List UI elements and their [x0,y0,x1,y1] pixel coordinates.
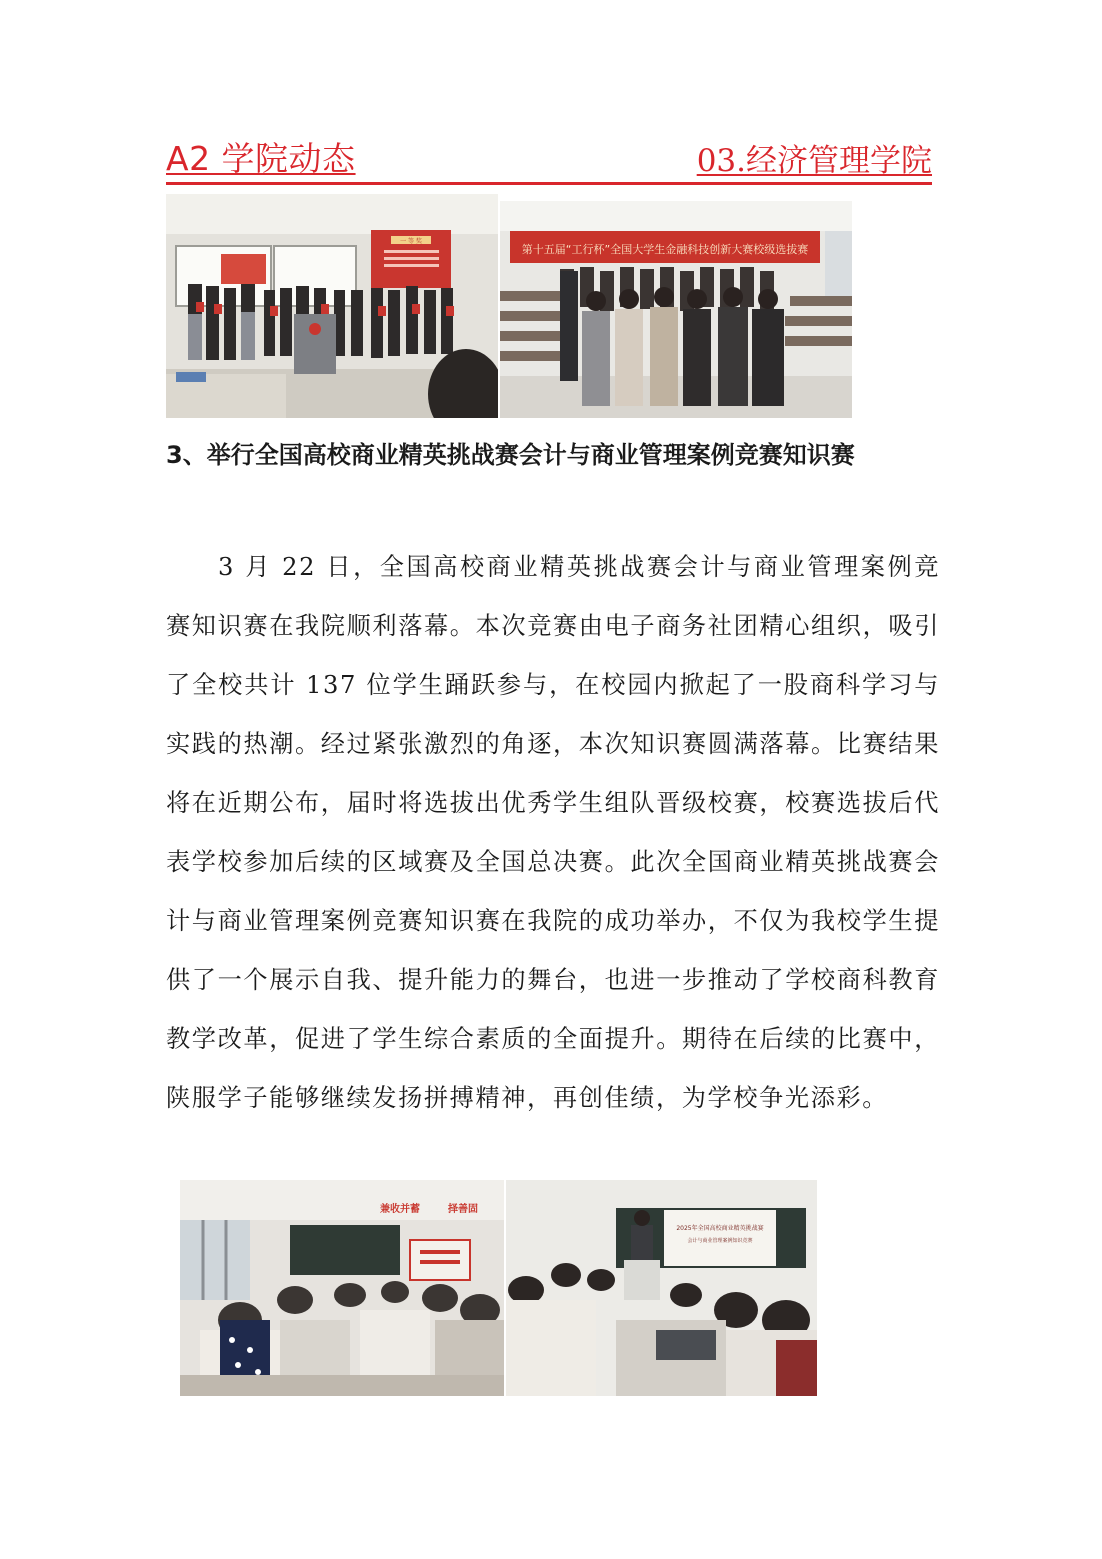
screen-subtitle: 会计与商业管理案例知识竞赛 [687,1238,753,1244]
article-paragraph: 3 月 22 日，全国高校商业精英挑战赛会计与商业管理案例竞赛知识赛在我院顺利落幕。本次竞赛由电子商务社团精心组织，吸引了全校共计 137 位学生踊跃参与，在校园内掀起了一股商科学习与实践的热潮。经过紧张激烈的角逐，本次知识赛圆满落幕。比赛结果将在近期公布，届时将选拔出优秀学生组队晋级校赛，校赛选拔后代表学校参加后续的区域赛及全国总决赛。此次全国商业精英挑战赛会计与商业管理案例竞赛知识赛在我院的成功举办，不仅为我校学生提供了一个展示自我、提升能力的舞台，也进一步推动了学校商科教育教学改革，促进了学生综合素质的全面提升。期待在后续的比赛中，陕服学子能够继续发扬拼搏精神，再创佳绩，为学校争光添彩。 [166,553,940,1112]
screen-title: 2025年全国高校商业精英挑战赛 [676,1225,764,1232]
header-college-name: 03.经济管理学院 [696,143,932,179]
competition-group-photo [500,201,852,418]
screen-award-text: 一 等 奖 [400,238,422,245]
slogan-right: 择善固 [448,1204,478,1215]
page-header [166,138,932,185]
header-section-label: A2 学院动态 [166,139,356,178]
competition-banner-text: 第十五届“工行杯”全国大学生金融科技创新大赛校级选拔赛 [521,243,809,256]
slogan-left: 兼收并蓄 [380,1204,420,1215]
exam-room-photo [180,1180,504,1396]
section-heading: 3、举行全国高校商业精英挑战赛会计与商业管理案例竞赛知识赛 [166,441,855,469]
award-ceremony-photo [166,194,498,418]
presentation-photo [506,1180,817,1396]
